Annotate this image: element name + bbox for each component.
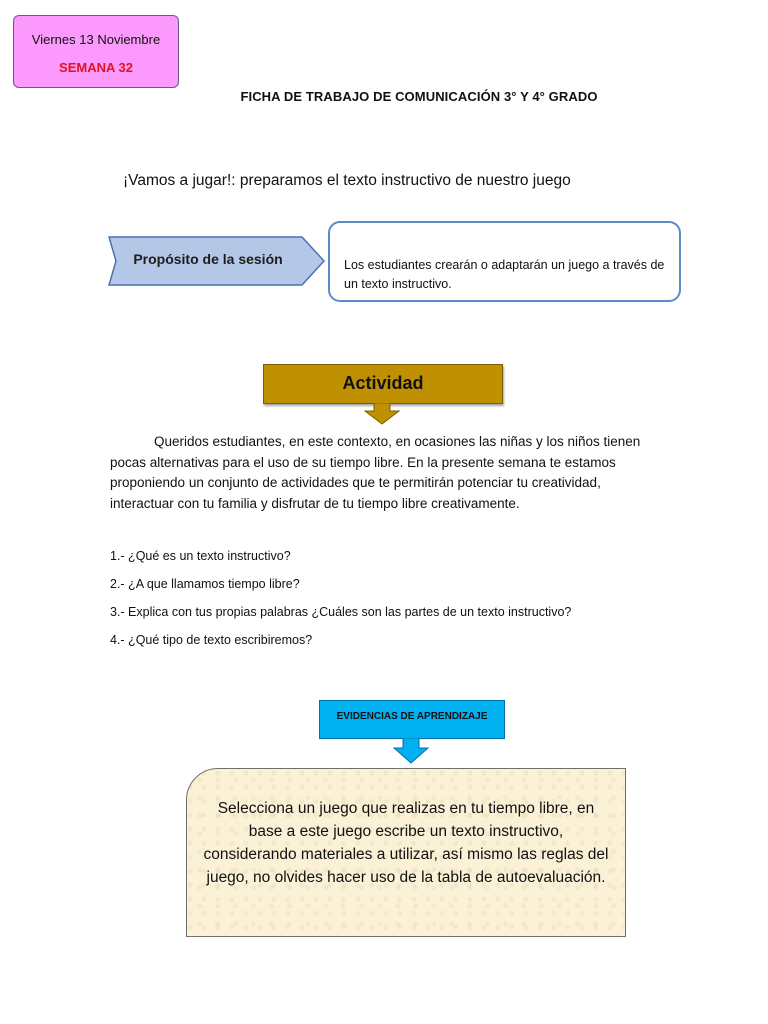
purpose-text: Los estudiantes crearán o adaptarán un juego a través de un texto instructivo.: [344, 258, 665, 291]
session-subtitle: ¡Vamos a jugar!: preparamos el texto instructivo de nuestro juego: [123, 172, 571, 189]
activity-intro-paragraph: [110, 432, 650, 514]
date-box: [13, 15, 179, 88]
question-item: 3.- Explica con tus propias palabras ¿Cuáles son las partes de un texto instructivo?: [110, 605, 572, 619]
activity-banner: [263, 364, 503, 404]
activity-down-arrow-icon: [364, 403, 400, 425]
purpose-label: Propósito de la sesión: [133, 251, 283, 267]
sheet-title: FICHA DE TRABAJO DE COMUNICACIÓN 3° Y 4° GRADO: [240, 89, 598, 104]
activity-label: Actividad: [342, 373, 424, 393]
question-item: 2.- ¿A que llamamos tiempo libre?: [110, 577, 300, 591]
purpose-box: [328, 221, 681, 302]
evidence-text: Selecciona un juego que realizas en tu tiempo libre, en base a este juego escribe un texto instructivo, considerando materiales a utilizar, así mismo las reglas del juego, no olvides hacer uso de la tabla de autoevaluación.: [203, 800, 609, 886]
date-label: Viernes 13 Noviembre: [31, 32, 161, 47]
evidence-label: EVIDENCIAS DE APRENDIZAJE: [336, 711, 488, 722]
evidence-box: [186, 768, 626, 937]
question-item: 1.- ¿Qué es un texto instructivo?: [110, 549, 291, 563]
evidence-banner: [319, 700, 505, 739]
question-item: 4.- ¿Qué tipo de texto escribiremos?: [110, 633, 313, 647]
week-label: SEMANA 32: [59, 60, 133, 75]
evidence-down-arrow-icon: [393, 738, 429, 764]
activity-intro-text: Queridos estudiantes, en este contexto, en ocasiones las niñas y los niños tienen pocas alternativas para el uso de su tiempo libre. En la presente semana te estamos proponiendo un conjunto de actividades que te permitirán potenciar tu creatividad, interactuar con tu familia y disfrutar de tu tiempo libre creativamente.: [110, 434, 641, 511]
